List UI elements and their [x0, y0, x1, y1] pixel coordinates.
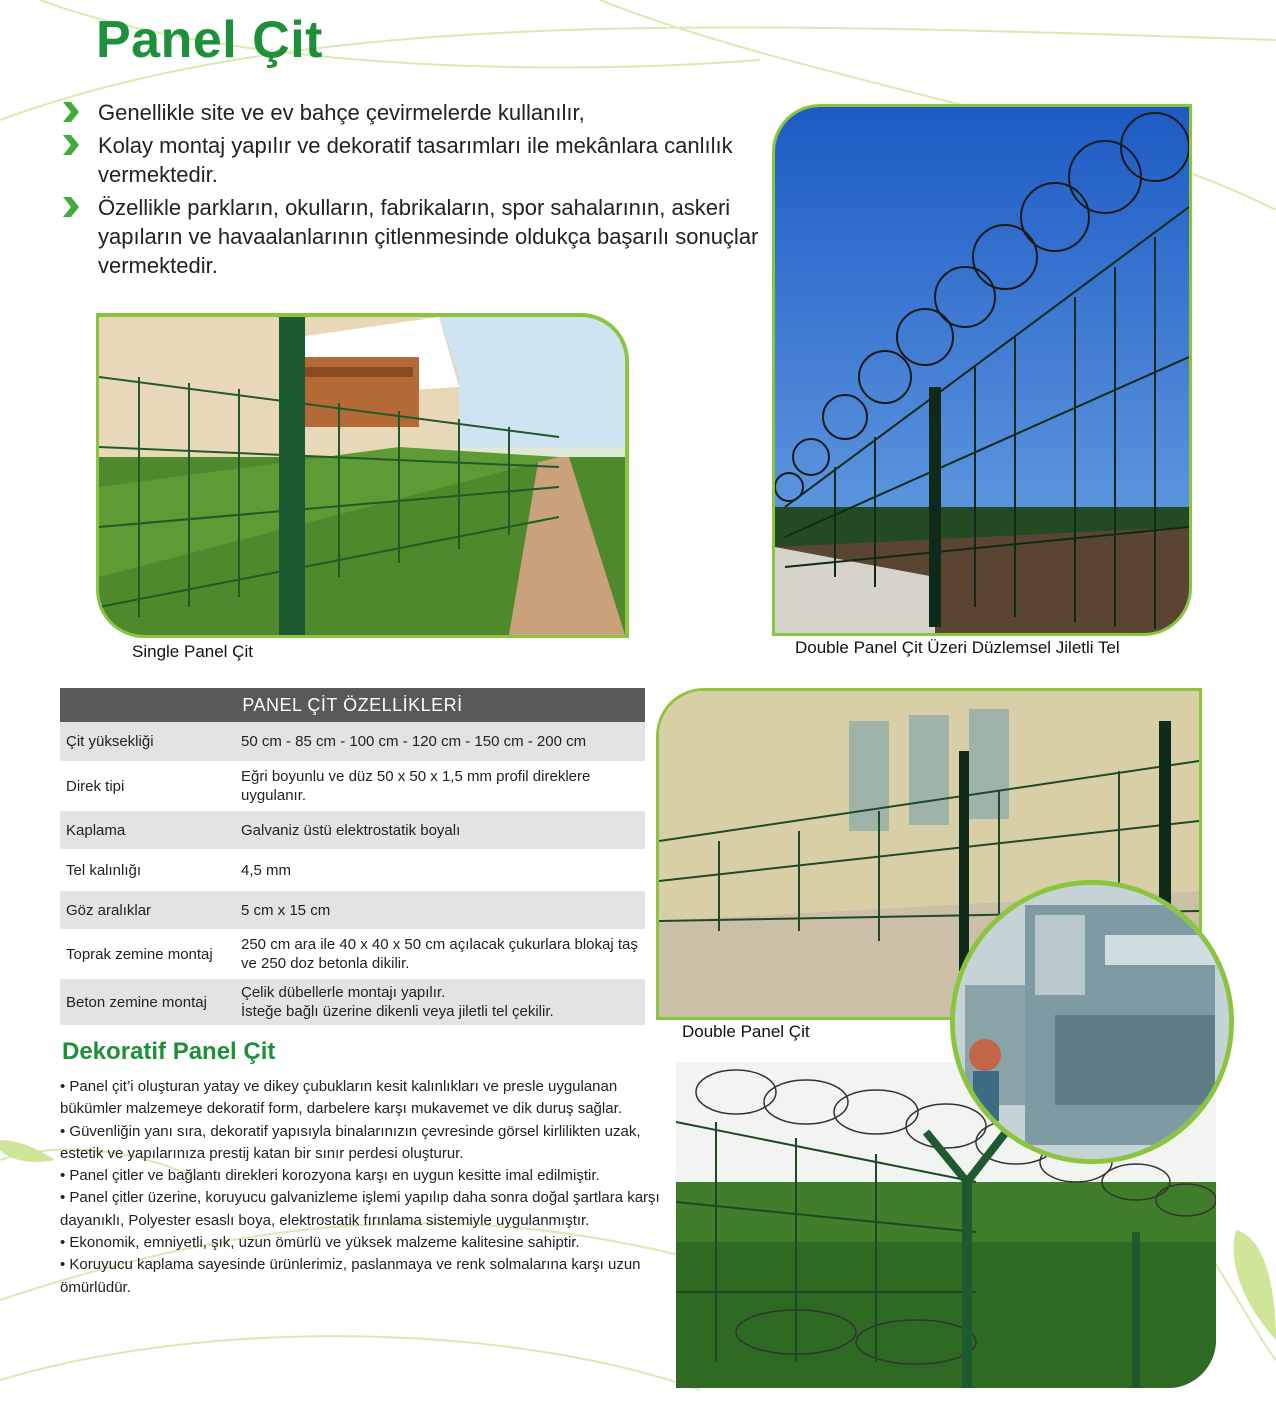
spec-label: Göz aralıklar: [60, 891, 235, 929]
spec-label: Toprak zemine montaj: [60, 929, 235, 979]
decorative-paragraph: • Güvenliğin yanı sıra, dekoratif yapısıyla binalarınızın çevresinde görsel kirlilikten uzak, estetik ve yapılarınıza prestij katan bir sınır perdesi oluşturur.: [60, 1122, 641, 1162]
spec-value: 50 cm - 85 cm - 100 cm - 120 cm - 150 cm - 200 cm: [235, 722, 645, 761]
table-row: [60, 811, 645, 849]
spec-label: Direk tipi: [60, 761, 235, 811]
feature-bullet: [60, 193, 760, 280]
double-panel-razor-caption: Double Panel Çit Üzeri Düzlemsel Jiletli Tel: [795, 638, 1120, 657]
spec-value: Galvaniz üstü elektrostatik boyalı: [235, 811, 645, 849]
chevron-right-icon: [60, 134, 80, 156]
decorative-paragraph: • Ekonomik, emniyetli, şık, uzun ömürlü ve yüksek malzeme kalitesine sahiptir.: [60, 1234, 580, 1252]
feature-bullet-text: Özellikle parkların, okulların, fabrikaların, spor sahalarının, askeri yapıların ve havaalanlarının çitlenmesinde oldukça başarılı sonuçlar vermektedir.: [98, 195, 759, 278]
decorative-section-title: Dekoratif Panel Çit: [62, 1038, 276, 1065]
decorative-paragraph: • Panel çitler ve bağlantı direkleri korozyona karşı en uygun kesitte imal edilmiştir.: [60, 1167, 600, 1185]
table-row: [60, 722, 645, 761]
table-row: [60, 761, 645, 811]
spec-label: Beton zemine montaj: [60, 979, 235, 1025]
spec-value: 5 cm x 15 cm: [235, 891, 645, 929]
double-panel-caption: Double Panel Çit: [682, 1022, 810, 1041]
feature-bullet-text: Kolay montaj yapılır ve dekoratif tasarımları ile mekânlara canlılık vermektedir.: [98, 133, 733, 187]
decorative-paragraph: • Panel çitler üzerine, koruyucu galvanizleme işlemi yapılıp daha sonra doğal şartlara karşı dayanıklı, Polyester esaslı boya, elektrostatik fırınlama sistemiyle uygulanmıştır.: [60, 1189, 660, 1229]
spec-value: Eğri boyunlu ve düz 50 x 50 x 1,5 mm profil direklere uygulanır.: [235, 761, 645, 811]
decorative-description: [60, 1076, 660, 1299]
spec-label: Çit yüksekliği: [60, 722, 235, 761]
panel-specs-table: [60, 688, 645, 1025]
double-panel-razor-photo: [772, 104, 1192, 636]
chevron-right-icon: [60, 196, 80, 218]
table-row: [60, 929, 645, 979]
chevron-right-icon: [60, 101, 80, 123]
specs-table-header: PANEL ÇİT ÖZELLİKLERİ: [60, 688, 645, 722]
spec-value-line: İsteğe bağlı üzerine dikenli veya jiletli tel çekilir.: [241, 1003, 554, 1020]
table-row: [60, 979, 645, 1025]
feature-bullet: [60, 131, 760, 189]
single-panel-caption: Single Panel Çit: [132, 642, 253, 661]
spec-label: Kaplama: [60, 811, 235, 849]
feature-bullet: [60, 98, 760, 127]
spec-label: Tel kalınlığı: [60, 849, 235, 891]
table-row: [60, 849, 645, 891]
feature-bullet-list: [60, 98, 760, 284]
spec-value: [235, 979, 645, 1025]
single-panel-photo: [96, 313, 629, 638]
machinery-inset-photo: [950, 880, 1234, 1164]
decorative-paragraph: • Panel çit’i oluşturan yatay ve dikey çubukların kesit kalınlıkları ve presle uygulanan bükümler malzemeye dekoratif form, darbelere karşı mukavemet ve dik duruş sağlar.: [60, 1078, 622, 1118]
spec-value: 4,5 mm: [235, 849, 645, 891]
table-row: [60, 891, 645, 929]
spec-value-line: Çelik dübellerle montajı yapılır.: [241, 984, 446, 1001]
page-title: Panel Çit: [96, 11, 323, 69]
decorative-paragraph: • Koruyucu kaplama sayesinde ürünlerimiz, paslanmaya ve renk solmalarına karşı uzun ömürlüdür.: [60, 1256, 641, 1296]
spec-value: 250 cm ara ile 40 x 40 x 50 cm açılacak çukurlara blokaj taş ve 250 doz betonla dikilir.: [235, 929, 645, 979]
feature-bullet-text: Genellikle site ve ev bahçe çevirmelerde kullanılır,: [98, 100, 585, 125]
